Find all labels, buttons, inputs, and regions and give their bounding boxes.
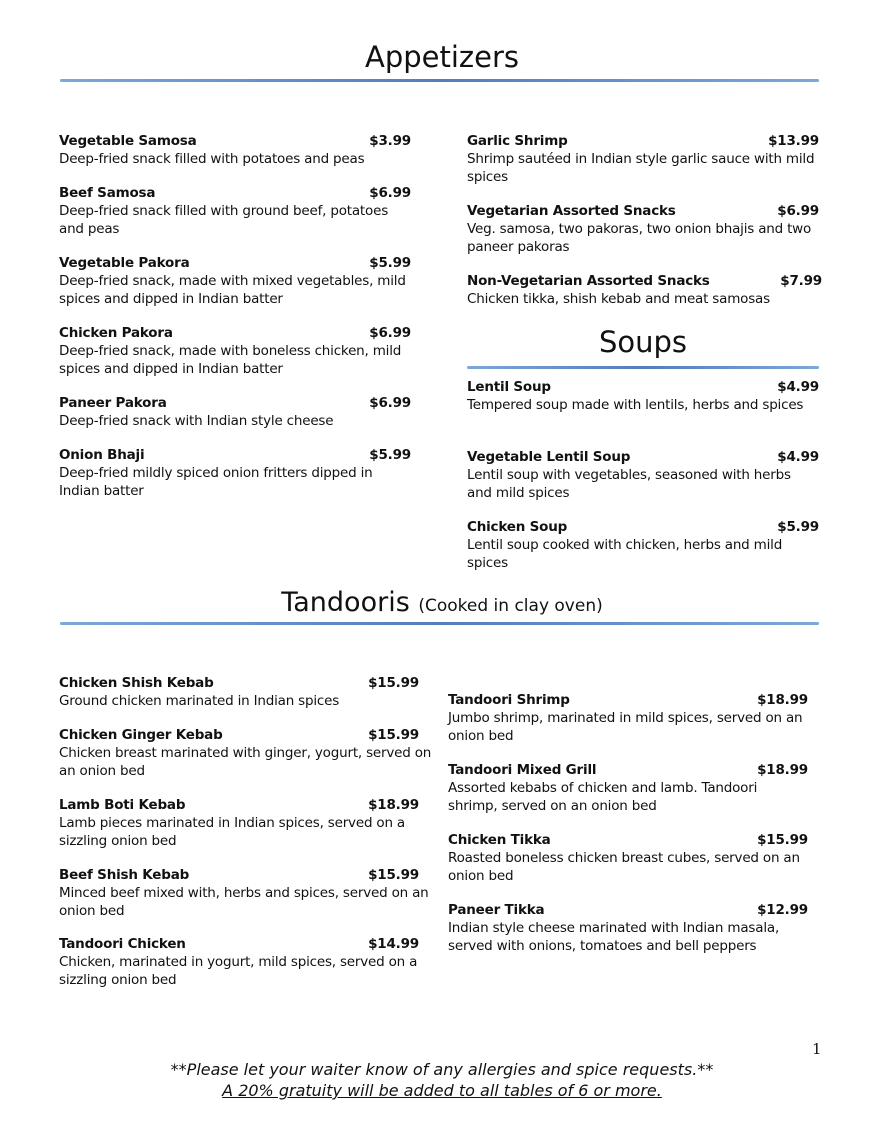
item-price: $15.99 [368,675,419,691]
item-name: Chicken Ginger Kebab [59,727,223,743]
item-description: Lentil soup cooked with chicken, herbs and mild spices [467,537,783,571]
menu-item [59,727,439,780]
item-price: $6.99 [777,203,819,219]
menu-item [467,273,822,308]
item-description: Tempered soup made with lentils, herbs and spices [467,397,804,413]
item-name: Chicken Pakora [59,325,173,341]
allergy-note: **Please let your waiter know of any allergies and spice requests.** [170,1060,714,1079]
menu-item [59,395,411,430]
item-description: Deep-fried snack filled with potatoes and peas [59,151,365,167]
item-name: Paneer Pakora [59,395,167,411]
appetizers-heading: Appetizers [364,40,520,74]
item-price: $4.99 [777,449,819,465]
menu-item [59,185,411,238]
menu-item [467,133,819,186]
tandooris-title: Tandooris [281,587,410,618]
page-number: 1 [812,1040,822,1058]
item-price: $15.99 [757,832,808,848]
menu-item [59,797,439,850]
item-name: Vegetable Samosa [59,133,197,149]
item-name: Tandoori Mixed Grill [448,762,597,778]
item-name: Non-Vegetarian Assorted Snacks [467,273,710,289]
item-price: $6.99 [369,325,411,341]
item-description: Chicken tikka, shish kebab and meat samosas [467,291,770,307]
item-description: Deep-fried mildly spiced onion fritters dipped in Indian batter [59,465,373,499]
item-description: Jumbo shrimp, marinated in mild spices, served on an onion bed [448,710,803,744]
item-name: Vegetarian Assorted Snacks [467,203,676,219]
item-price: $4.99 [777,379,819,395]
menu-item [59,867,439,920]
item-price: $6.99 [369,395,411,411]
item-name: Tandoori Chicken [59,936,186,952]
item-description: Shrimp sautéed in Indian style garlic sauce with mild spices [467,151,815,185]
menu-item [59,325,411,378]
menu-item [59,936,439,989]
item-description: Deep-fried snack, made with mixed vegetables, mild spices and dipped in Indian batter [59,273,406,307]
soups-heading: Soups [598,325,688,359]
menu-item [448,692,808,745]
item-price: $3.99 [369,133,411,149]
item-name: Chicken Tikka [448,832,551,848]
item-description: Deep-fried snack, made with boneless chicken, mild spices and dipped in Indian batter [59,343,402,377]
item-description: Lentil soup with vegetables, seasoned with herbs and mild spices [467,467,791,501]
item-description: Ground chicken marinated in Indian spices [59,693,340,709]
appetizers-divider [60,79,819,82]
item-name: Beef Samosa [59,185,156,201]
menu-item [59,255,411,308]
item-description: Chicken breast marinated with ginger, yogurt, served on an onion bed [59,745,432,779]
menu-item [59,447,411,500]
item-price: $5.99 [777,519,819,535]
item-description: Deep-fried snack filled with ground beef, potatoes and peas [59,203,389,237]
menu-item [59,675,419,710]
item-price: $13.99 [768,133,819,149]
gratuity-note: A 20% gratuity will be added to all tables of 6 or more. [222,1081,662,1100]
menu-item [467,379,819,414]
tandooris-divider [60,622,819,625]
item-price: $18.99 [757,762,808,778]
item-description: Indian style cheese marinated with Indian masala, served with onions, tomatoes and bell peppers [448,920,780,954]
item-name: Tandoori Shrimp [448,692,570,708]
item-description: Chicken, marinated in yogurt, mild spices, served on a sizzling onion bed [59,954,418,988]
item-price: $18.99 [757,692,808,708]
menu-item [467,519,819,572]
item-description: Assorted kebabs of chicken and lamb. Tandoori shrimp, served on an onion bed [448,780,758,814]
item-name: Onion Bhaji [59,447,145,463]
menu-item [467,449,819,502]
item-price: $15.99 [368,867,419,883]
item-description: Deep-fried snack with Indian style cheese [59,413,334,429]
item-price: $7.99 [780,273,822,289]
item-name: Beef Shish Kebab [59,867,190,883]
item-price: $14.99 [368,936,419,952]
menu-item [59,133,411,168]
item-name: Garlic Shrimp [467,133,568,149]
item-price: $5.99 [369,255,411,271]
item-description: Veg. samosa, two pakoras, two onion bhajis and two paneer pakoras [467,221,812,255]
item-price: $12.99 [757,902,808,918]
soups-divider [467,366,819,369]
item-name: Chicken Shish Kebab [59,675,214,691]
item-price: $15.99 [368,727,419,743]
item-name: Paneer Tikka [448,902,545,918]
tandooris-heading [0,587,884,618]
item-description: Roasted boneless chicken breast cubes, served on an onion bed [448,850,800,884]
menu-item [448,832,808,885]
menu-item [448,902,808,955]
item-name: Chicken Soup [467,519,568,535]
item-price: $18.99 [368,797,419,813]
item-description: Minced beef mixed with, herbs and spices, served on an onion bed [59,885,429,919]
item-description: Lamb pieces marinated in Indian spices, served on a sizzling onion bed [59,815,405,849]
menu-item [448,762,808,815]
item-name: Lentil Soup [467,379,551,395]
item-name: Vegetable Lentil Soup [467,449,631,465]
tandooris-subtitle: (Cooked in clay oven) [418,596,603,616]
menu-item [467,203,819,256]
item-name: Lamb Boti Kebab [59,797,186,813]
item-price: $6.99 [369,185,411,201]
item-name: Vegetable Pakora [59,255,190,271]
item-price: $5.99 [369,447,411,463]
